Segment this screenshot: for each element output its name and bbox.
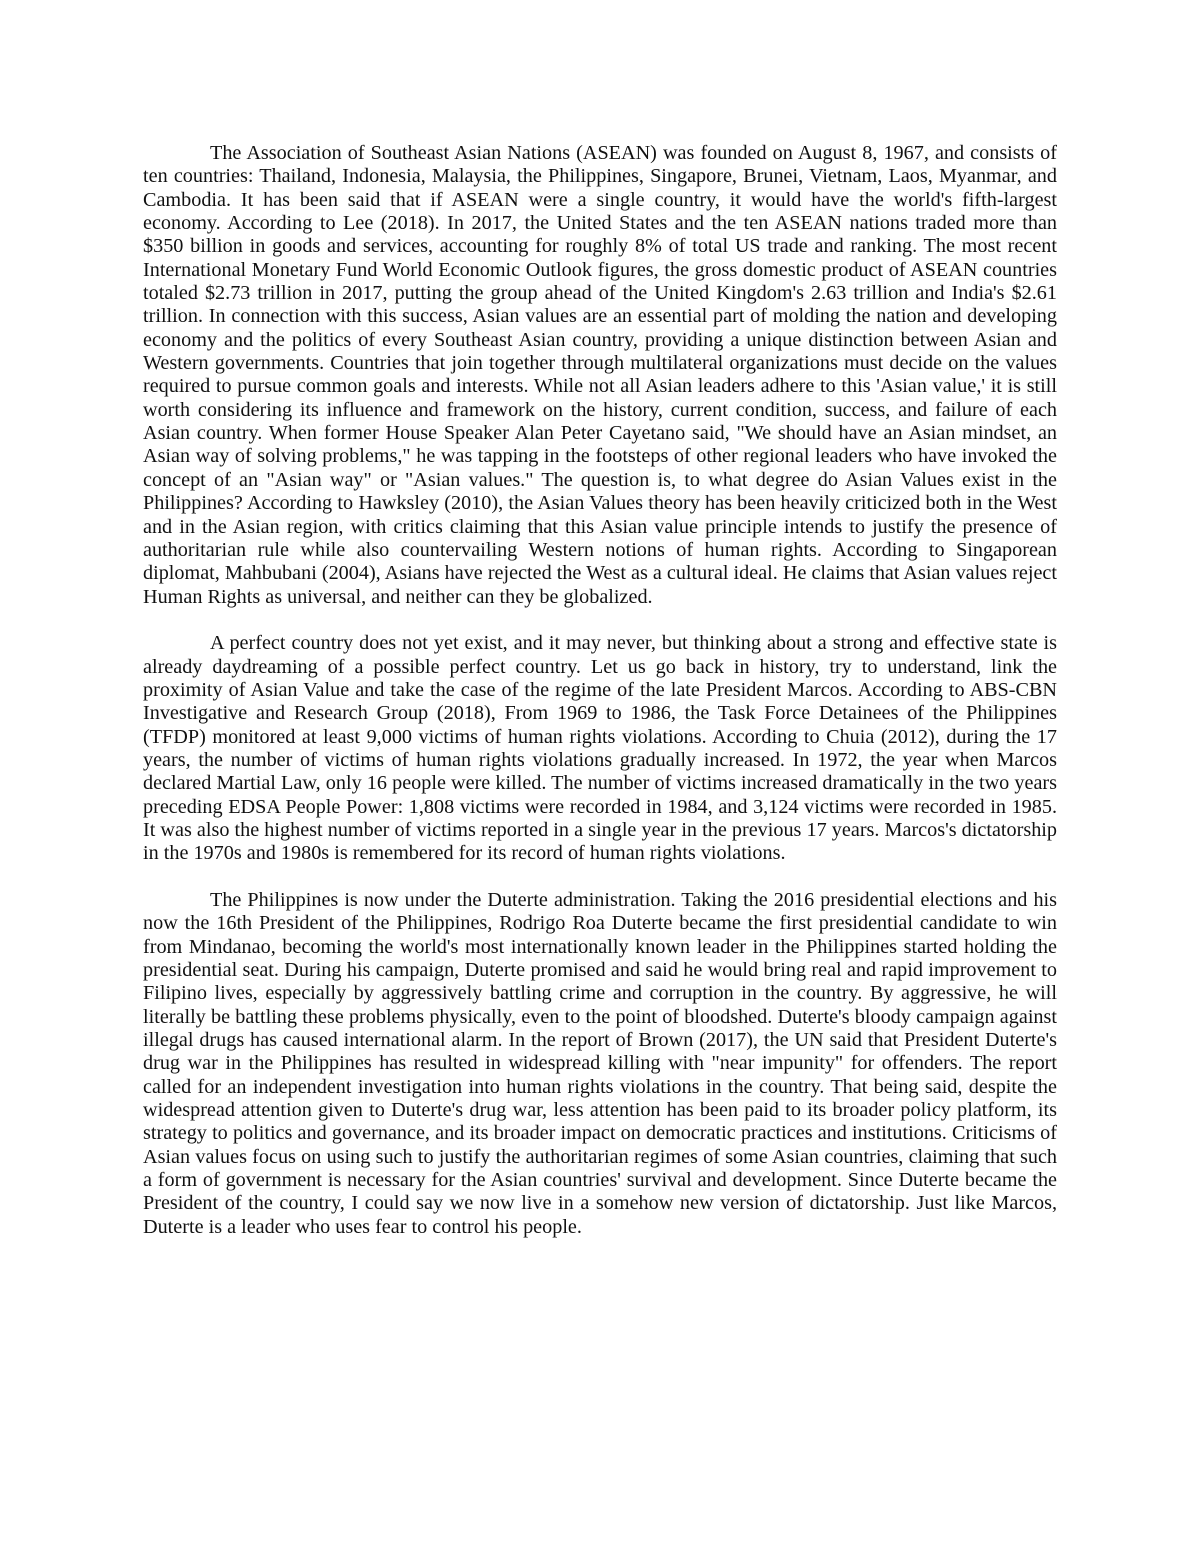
document-page [143, 142, 1057, 1239]
paragraph-marcos-regime: A perfect country does not yet exist, and it may never, but thinking about a strong and effective state is already daydreaming of a possible perfect country. Let us go back in history, try to understand, link the proximity of Asian Value and take the case of the regime of the late President Marcos. According to ABS-CBN Investigative and Research Group (2018), From 1969 to 1986, the Task Force Detainees of the Philippines (TFDP) monitored at least 9,000 victims of human rights violations. According to Chuia (2012), during the 17 years, the number of victims of human rights violations gradually increased. In 1972, the year when Marcos declared Martial Law, only 16 people were killed. The number of victims increased dramatically in the two years preceding EDSA People Power: 1,808 victims were recorded in 1984, and 3,124 victims were recorded in 1985. It was also the highest number of victims reported in a single year in the previous 17 years. Marcos's dictatorship in the 1970s and 1980s is remembered for its record of human rights violations. [143, 632, 1057, 865]
paragraph-asean-asian-values: The Association of Southeast Asian Nations (ASEAN) was founded on August 8, 1967, and consists of ten countries: Thailand, Indonesia, Malaysia, the Philippines, Singapore, Brunei, Vietnam, Laos, Myanmar, and Cambodia. It has been said that if ASEAN were a single country, it would have the world's fifth-largest economy. According to Lee (2018). In 2017, the United States and the ten ASEAN nations traded more than $350 billion in goods and services, accounting for roughly 8% of total US trade and ranking. The most recent International Monetary Fund World Economic Outlook figures, the gross domestic product of ASEAN countries totaled $2.73 trillion in 2017, putting the group ahead of the United Kingdom's 2.63 trillion and India's $2.61 trillion. In connection with this success, Asian values are an essential part of molding the nation and developing economy and the politics of every Southeast Asian country, providing a unique distinction between Asian and Western governments. Countries that join together through multilateral organizations must decide on the values required to pursue common goals and interests. While not all Asian leaders adhere to this 'Asian value,' it is still worth considering its influence and framework on the history, current condition, success, and failure of each Asian country. When former House Speaker Alan Peter Cayetano said, "We should have an Asian mindset, an Asian way of solving problems," he was tapping in the footsteps of other regional leaders who have invoked the concept of an "Asian way" or "Asian values." The question is, to what degree do Asian Values exist in the Philippines? According to Hawksley (2010), the Asian Values theory has been heavily criticized both in the West and in the Asian region, with critics claiming that this Asian value principle intends to justify the presence of authoritarian rule while also countervailing Western notions of human rights. According to Singaporean diplomat, Mahbubani (2004), Asians have rejected the West as a cultural ideal. He claims that Asian values reject Human Rights as universal, and neither can they be globalized. [143, 142, 1058, 608]
paragraph-duterte-administration: The Philippines is now under the Duterte administration. Taking the 2016 presidential elections and his now the 16th President of the Philippines, Rodrigo Roa Duterte became the first presidential candidate to win from Mindanao, becoming the world's most internationally known leader in the Philippines started holding the presidential seat. During his campaign, Duterte promised and said he would bring real and rapid improvement to Filipino lives, especially by aggressively battling crime and corruption in the country. By aggressive, he will literally be battling these problems physically, even to the point of bloodshed. Duterte's bloody campaign against illegal drugs has caused international alarm. In the report of Brown (2017), the UN said that President Duterte's drug war in the Philippines has resulted in widespread killing with "near impunity" for offenders. The report called for an independent investigation into human rights violations in the country. That being said, despite the widespread attention given to Duterte's drug war, less attention has been paid to its broader policy platform, its strategy to politics and governance, and its broader impact on democratic practices and institutions. Criticisms of Asian values focus on using such to justify the authoritarian regimes of some Asian countries, claiming that such a form of government is necessary for the Asian countries' survival and development. Since Duterte became the President of the country, I could say we now live in a somehow new version of dictatorship. Just like Marcos, Duterte is a leader who uses fear to control his people. [143, 889, 1057, 1238]
